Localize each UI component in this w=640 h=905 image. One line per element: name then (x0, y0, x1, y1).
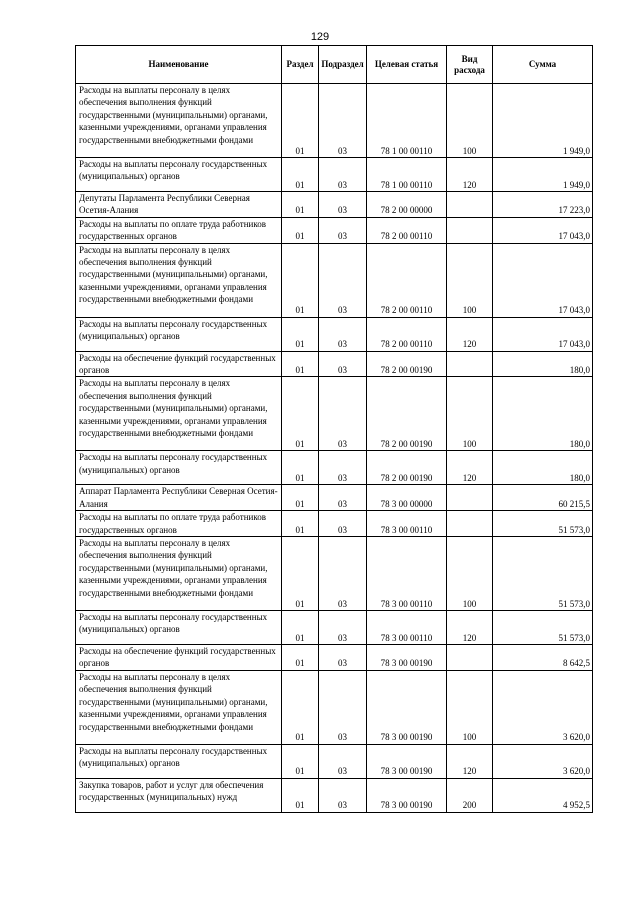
table-row (76, 611, 593, 645)
row-target: 78 2 00 00110 (367, 317, 447, 351)
row-expense: 100 (447, 243, 493, 317)
row-amount: 3 620,0 (493, 744, 593, 778)
table-row (76, 451, 593, 485)
row-section: 01 (282, 451, 319, 485)
table-row (76, 84, 593, 158)
row-amount: 3 620,0 (493, 670, 593, 744)
row-amount: 60 215,5 (493, 485, 593, 511)
budget-table (75, 45, 593, 813)
row-subsection: 03 (319, 217, 367, 243)
table-row (76, 485, 593, 511)
row-subsection: 03 (319, 611, 367, 645)
row-section: 01 (282, 317, 319, 351)
row-target: 78 2 00 00190 (367, 377, 447, 451)
table-row (76, 744, 593, 778)
row-amount: 17 043,0 (493, 243, 593, 317)
row-section: 01 (282, 84, 319, 158)
row-subsection: 03 (319, 451, 367, 485)
row-section: 01 (282, 192, 319, 218)
row-subsection: 03 (319, 317, 367, 351)
header-amount: Сумма (493, 46, 593, 84)
row-expense (447, 485, 493, 511)
row-target: 78 2 00 00190 (367, 351, 447, 377)
table-row (76, 377, 593, 451)
row-expense: 120 (447, 317, 493, 351)
row-subsection: 03 (319, 778, 367, 812)
table-row (76, 511, 593, 537)
table-body (76, 84, 593, 813)
row-subsection: 03 (319, 511, 367, 537)
row-subsection: 03 (319, 243, 367, 317)
row-amount: 180,0 (493, 451, 593, 485)
row-expense: 100 (447, 670, 493, 744)
page-number: 129 (310, 31, 330, 43)
row-name: Расходы на выплаты персоналу в целях обеспечения выполнения функций государственными (муниципальными) органами, казенными учреждениями, органами управления государственными внебюджетными фондами (76, 84, 282, 158)
table-row (76, 192, 593, 218)
row-subsection: 03 (319, 84, 367, 158)
row-name: Расходы на выплаты персоналу государственных (муниципальных) органов (76, 451, 282, 485)
row-amount: 4 952,5 (493, 778, 593, 812)
row-section: 01 (282, 485, 319, 511)
row-subsection: 03 (319, 537, 367, 611)
row-expense: 120 (447, 451, 493, 485)
row-name: Аппарат Парламента Республики Северная Осетия-Алания (76, 485, 282, 511)
row-expense: 100 (447, 84, 493, 158)
header-target: Целевая статья (367, 46, 447, 84)
row-subsection: 03 (319, 670, 367, 744)
row-expense: 100 (447, 537, 493, 611)
row-name: Расходы на выплаты персоналу в целях обеспечения выполнения функций государственными (муниципальными) органами, казенными учреждениями, органами управления государственными внебюджетными фондами (76, 377, 282, 451)
row-expense: 100 (447, 377, 493, 451)
table-row (76, 317, 593, 351)
row-amount: 51 573,0 (493, 537, 593, 611)
table-row (76, 217, 593, 243)
row-target: 78 3 00 00000 (367, 485, 447, 511)
row-subsection: 03 (319, 377, 367, 451)
row-expense: 200 (447, 778, 493, 812)
table-row (76, 778, 593, 812)
row-section: 01 (282, 243, 319, 317)
row-section: 01 (282, 744, 319, 778)
row-name: Расходы на выплаты персоналу государственных (муниципальных) органов (76, 158, 282, 192)
row-name: Расходы на выплаты персоналу в целях обеспечения выполнения функций государственными (муниципальными) органами, казенными учреждениями, органами управления государственными внебюджетными фондами (76, 243, 282, 317)
table-row (76, 243, 593, 317)
row-expense (447, 192, 493, 218)
row-amount: 51 573,0 (493, 611, 593, 645)
row-amount: 180,0 (493, 351, 593, 377)
row-name: Расходы на выплаты персоналу государственных (муниципальных) органов (76, 744, 282, 778)
table-row (76, 670, 593, 744)
row-section: 01 (282, 377, 319, 451)
table-header-row (76, 46, 593, 84)
row-name: Расходы на выплаты персоналу в целях обеспечения выполнения функций государственными (муниципальными) органами, казенными учреждениями, органами управления государственными внебюджетными фондами (76, 670, 282, 744)
header-expense: Вид расхода (447, 46, 493, 84)
row-expense (447, 217, 493, 243)
header-section: Раздел (282, 46, 319, 84)
row-amount: 17 043,0 (493, 317, 593, 351)
row-amount: 180,0 (493, 377, 593, 451)
row-target: 78 3 00 00110 (367, 537, 447, 611)
row-name: Расходы на обеспечение функций государственных органов (76, 645, 282, 671)
row-expense (447, 645, 493, 671)
row-name: Расходы на выплаты по оплате труда работников государственных органов (76, 217, 282, 243)
row-section: 01 (282, 158, 319, 192)
row-subsection: 03 (319, 351, 367, 377)
row-target: 78 3 00 00110 (367, 511, 447, 537)
header-subsection: Подраздел (319, 46, 367, 84)
row-target: 78 2 00 00000 (367, 192, 447, 218)
row-subsection: 03 (319, 158, 367, 192)
row-subsection: 03 (319, 645, 367, 671)
row-amount: 17 043,0 (493, 217, 593, 243)
row-section: 01 (282, 217, 319, 243)
header-name: Наименование (76, 46, 282, 84)
row-section: 01 (282, 511, 319, 537)
row-section: 01 (282, 645, 319, 671)
row-section: 01 (282, 670, 319, 744)
row-amount: 8 642,5 (493, 645, 593, 671)
row-target: 78 3 00 00190 (367, 670, 447, 744)
row-amount: 51 573,0 (493, 511, 593, 537)
table-row (76, 537, 593, 611)
row-target: 78 2 00 00190 (367, 451, 447, 485)
row-target: 78 3 00 00190 (367, 778, 447, 812)
table-row (76, 645, 593, 671)
row-subsection: 03 (319, 744, 367, 778)
row-expense: 120 (447, 158, 493, 192)
row-name: Расходы на выплаты персоналу государственных (муниципальных) органов (76, 611, 282, 645)
row-section: 01 (282, 778, 319, 812)
row-target: 78 1 00 00110 (367, 158, 447, 192)
row-section: 01 (282, 351, 319, 377)
row-expense (447, 351, 493, 377)
row-amount: 1 949,0 (493, 158, 593, 192)
row-section: 01 (282, 611, 319, 645)
row-expense: 120 (447, 744, 493, 778)
row-target: 78 1 00 00110 (367, 84, 447, 158)
row-target: 78 3 00 00190 (367, 645, 447, 671)
row-name: Депутаты Парламента Республики Северная Осетия-Алания (76, 192, 282, 218)
row-subsection: 03 (319, 192, 367, 218)
row-name: Расходы на выплаты персоналу государственных (муниципальных) органов (76, 317, 282, 351)
row-name: Расходы на выплаты персоналу в целях обеспечения выполнения функций государственными (муниципальными) органами, казенными учреждениями, органами управления государственными внебюджетными фондами (76, 537, 282, 611)
row-section: 01 (282, 537, 319, 611)
row-name: Закупка товаров, работ и услуг для обеспечения государственных (муниципальных) нужд (76, 778, 282, 812)
table-row (76, 351, 593, 377)
row-target: 78 3 00 00110 (367, 611, 447, 645)
row-amount: 1 949,0 (493, 84, 593, 158)
row-expense (447, 511, 493, 537)
row-expense: 120 (447, 611, 493, 645)
row-amount: 17 223,0 (493, 192, 593, 218)
row-target: 78 2 00 00110 (367, 217, 447, 243)
row-target: 78 2 00 00110 (367, 243, 447, 317)
table-row (76, 158, 593, 192)
row-subsection: 03 (319, 485, 367, 511)
row-name: Расходы на выплаты по оплате труда работников государственных органов (76, 511, 282, 537)
row-name: Расходы на обеспечение функций государственных органов (76, 351, 282, 377)
row-target: 78 3 00 00190 (367, 744, 447, 778)
